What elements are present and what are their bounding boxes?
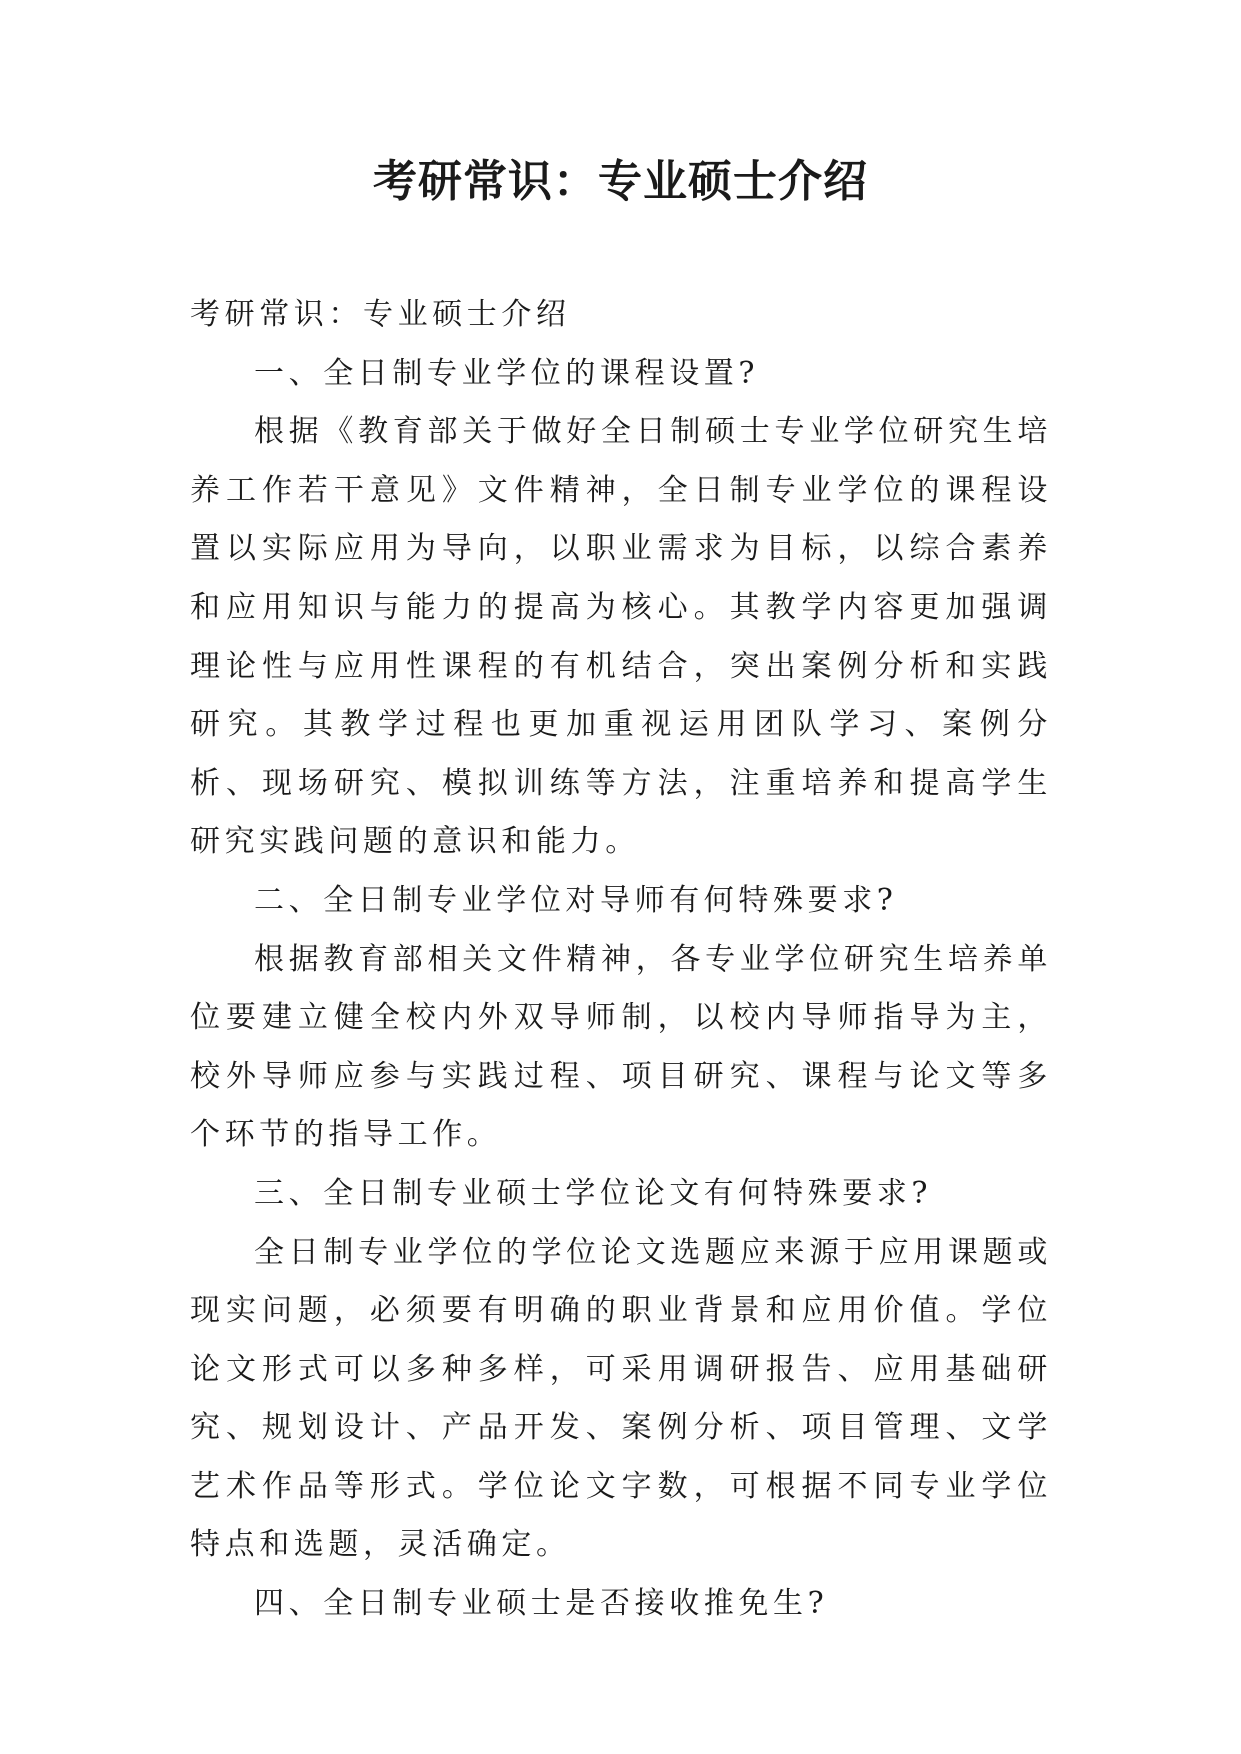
document-title: 考研常识：专业硕士介绍 [373, 156, 868, 207]
body-paragraph-1: 根据《教育部关于做好全日制硕士专业学位研究生培养工作若干意见》文件精神，全日制专业学位的课程设置以实际应用为导向，以职业需求为目标，以综合素养和应用知识与能力的提高为核心。其教学内容更加强调理论性与应用性课程的有机结合，突出案例分析和实践研究。其教学过程也更加重视运用团队学习、案例分析、现场研究、模拟训练等方法，注重培养和提高学生研究实践问题的意识和能力。 [190, 414, 1052, 860]
section-heading-3: 三、全日制专业硕士学位论文有何特殊要求? [254, 1175, 933, 1211]
body-paragraph-3: 全日制专业学位的学位论文选题应来源于应用课题或现实问题，必须要有明确的职业背景和应用价值。学位论文形式可以多种多样，可采用调研报告、应用基础研究、规划设计、产品开发、案例分析、项目管理、文学艺术作品等形式。学位论文字数，可根据不同专业学位特点和选题，灵活确定。 [190, 1234, 1052, 1563]
document-body [190, 286, 1052, 1634]
body-paragraph-2: 根据教育部相关文件精神，各专业学位研究生培养单位要建立健全校内外双导师制，以校内导师指导为主，校外导师应参与实践过程、项目研究、课程与论文等多个环节的指导工作。 [190, 941, 1052, 1153]
document-subtitle: 考研常识：专业硕士介绍 [190, 297, 571, 332]
section-heading-1: 一、全日制专业学位的课程设置? [254, 355, 760, 391]
section-heading-2: 二、全日制专业学位对导师有何特殊要求? [254, 882, 898, 918]
section-heading-4: 四、全日制专业硕士是否接收推免生? [254, 1586, 829, 1622]
